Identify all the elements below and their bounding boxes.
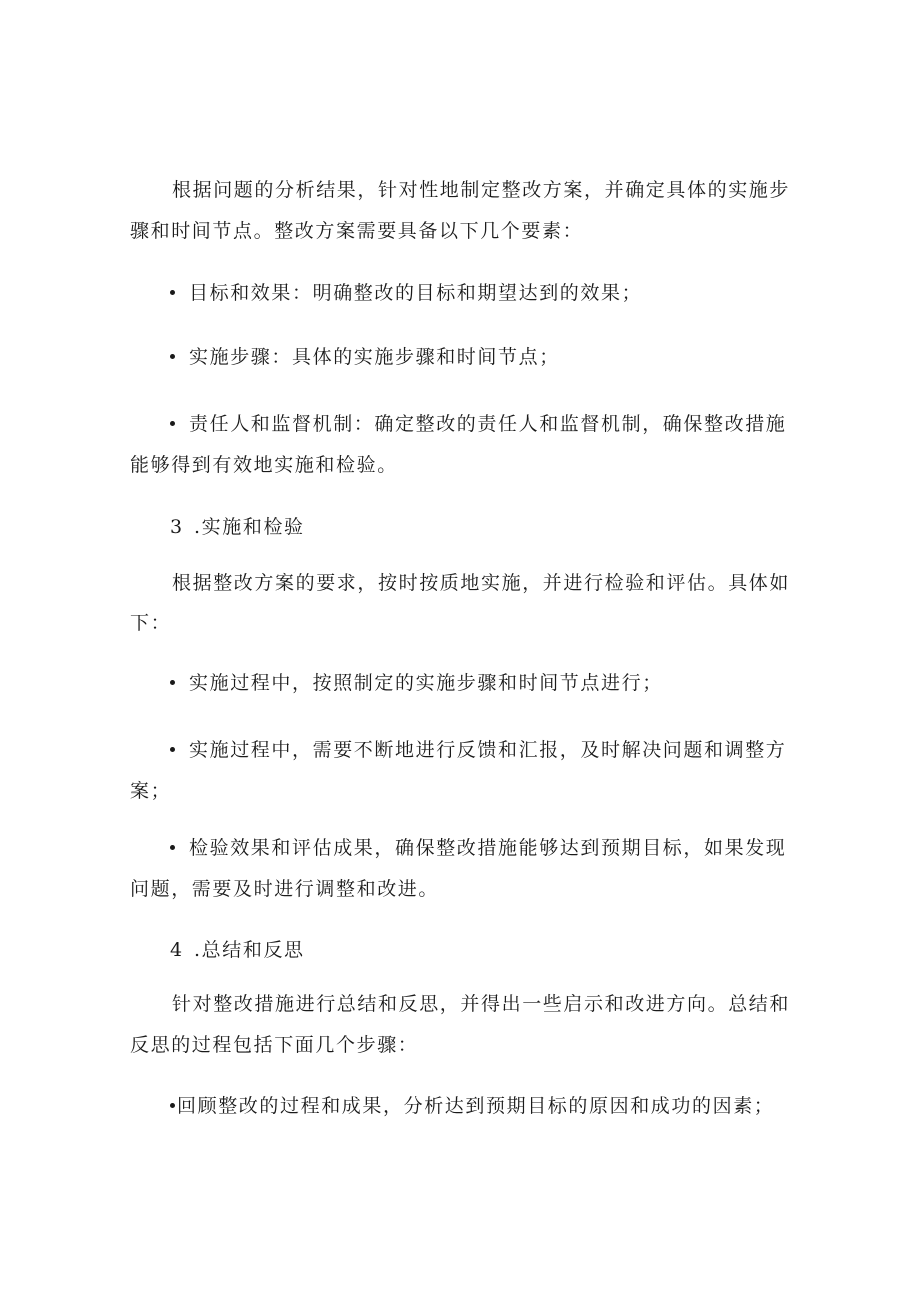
list-item-continuation: 问题，需要及时进行调整和改进。 [130, 878, 440, 900]
list-item [0, 345, 920, 369]
list-item-continuation: 案； [130, 780, 172, 802]
heading-number: 3 [170, 516, 184, 538]
bullet-icon [170, 354, 175, 359]
bullet-icon [170, 747, 175, 752]
list-item-text: 实施过程中，需要不断地进行反馈和汇报，及时解决问题和调整方 [189, 739, 787, 761]
list-item-text: 实施过程中，按照制定的实施步骤和时间节点进行； [189, 672, 663, 694]
list-item [0, 281, 920, 305]
summary-paragraph-line-1: 针对整改措施进行总结和反思，并得出一些启示和改进方向。总结和 [172, 993, 791, 1015]
bullet-icon [170, 421, 175, 426]
list-item-text: 回顾整改的过程和成果，分析达到预期目标的原因和成功的因素； [177, 1095, 775, 1117]
section-heading-3 [0, 515, 920, 539]
impl-paragraph-line-2: 下： [130, 612, 172, 634]
list-item-text: 责任人和监督机制：确定整改的责任人和监督机制，确保整改措施 [189, 413, 787, 435]
heading-title: .实施和检验 [194, 516, 305, 538]
heading-title: .总结和反思 [194, 939, 305, 961]
list-item [0, 738, 920, 762]
bullet-icon [170, 845, 175, 850]
list-item-text: 检验效果和评估成果，确保整改措施能够达到预期目标，如果发现 [189, 837, 787, 859]
bullet-icon [170, 1103, 175, 1108]
list-item-text: 实施步骤：具体的实施步骤和时间节点； [189, 346, 560, 368]
bullet-icon [170, 290, 175, 295]
summary-paragraph-line-2: 反思的过程包括下面几个步骤： [130, 1034, 419, 1056]
bullet-icon [170, 680, 175, 685]
list-item-continuation: 能够得到有效地实施和检验。 [130, 454, 398, 476]
section-heading-4 [0, 938, 920, 962]
list-item-text: 目标和效果：明确整改的目标和期望达到的效果； [189, 282, 643, 304]
impl-paragraph-line-1: 根据整改方案的要求，按时按质地实施，并进行检验和评估。具体如 [172, 572, 791, 594]
intro-paragraph-line-2: 骤和时间节点。整改方案需要具备以下几个要素： [130, 220, 584, 242]
list-item [0, 671, 920, 695]
list-item [0, 412, 920, 436]
list-item [0, 1094, 920, 1118]
list-item [0, 836, 920, 860]
intro-paragraph-line-1: 根据问题的分析结果，针对性地制定整改方案，并确定具体的实施步 [172, 179, 791, 201]
heading-number: 4 [170, 939, 184, 961]
